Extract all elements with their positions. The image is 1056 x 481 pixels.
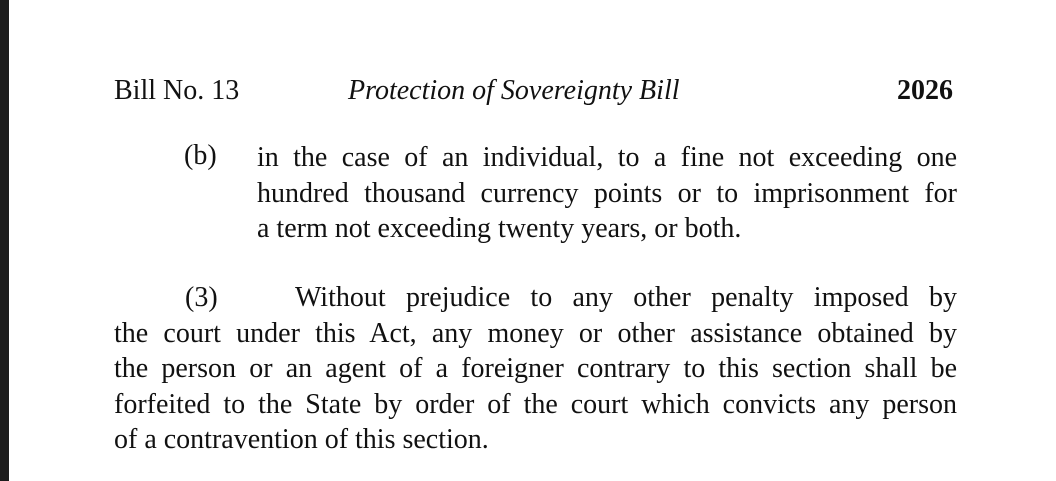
paragraph-3-line: forfeited to the State by order of the court which convicts any person bbox=[114, 388, 957, 420]
paragraph-3-label: (3) bbox=[185, 282, 218, 313]
paragraph-3-line: the person or an agent of a foreigner contrary to this section shall be bbox=[114, 353, 957, 384]
paragraph-b-label: (b) bbox=[184, 140, 217, 171]
paragraph-b-text bbox=[257, 140, 957, 247]
paragraph-b-line: a term not exceeding twenty years, or both. bbox=[257, 213, 742, 244]
paragraph-3-line: of a contravention of this section. bbox=[114, 424, 489, 455]
bill-title: Protection of Sovereignty Bill bbox=[348, 75, 680, 106]
paragraph-3-line: Without prejudice to any other penalty imposed by bbox=[295, 282, 957, 313]
window-edge bbox=[0, 0, 9, 481]
bill-number: Bill No. 13 bbox=[114, 75, 240, 106]
paragraph-3 bbox=[114, 280, 957, 458]
document-page bbox=[9, 0, 1056, 481]
paragraph-3-line: the court under this Act, any money or other assistance obtained by bbox=[114, 317, 957, 349]
bill-year: 2026 bbox=[897, 75, 953, 106]
paragraph-b-line: in the case of an individual, to a fine not exceeding one bbox=[257, 142, 957, 173]
paragraph-b-line: hundred thousand currency points or to imprisonment for bbox=[257, 177, 957, 209]
paragraph-3-first-line-row bbox=[114, 280, 957, 316]
